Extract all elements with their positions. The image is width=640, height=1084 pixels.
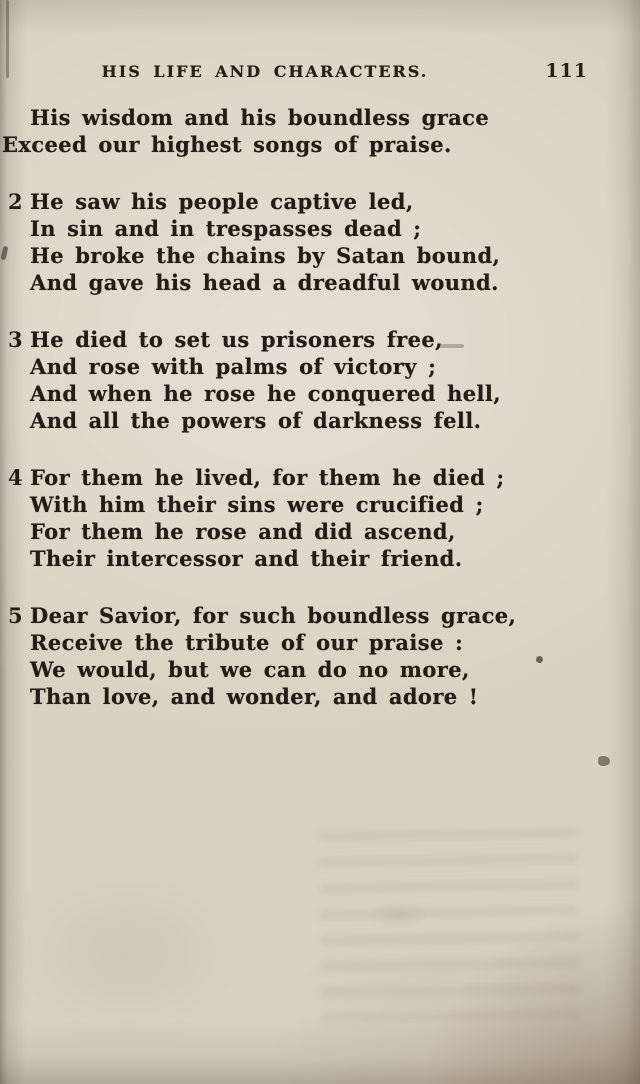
verse [0,326,610,434]
verse-lines [30,326,610,434]
verse-line: For them he rose and did ascend, [30,519,456,544]
page-header [0,62,640,88]
verse-line: He died to set us prisoners free, [30,327,443,352]
verse [0,602,610,710]
verse-line: He saw his people captive led, [30,189,414,214]
verse-lines [30,464,610,572]
verse-line: For them he lived, for them he died ; [30,465,505,490]
verse-line: Than love, and wonder, and adore ! [30,684,479,709]
verse-line: He broke the chains by Satan bound, [30,243,501,268]
verse-line: We would, but we can do no more, [30,657,470,682]
verse-lines [2,104,610,158]
paper-stain [598,756,610,766]
verse-line: Exceed our highest songs of praise. [2,132,452,157]
verse [0,104,610,158]
verse-list [0,104,610,740]
verse-number: 3 [8,327,23,352]
paper-stain [368,900,428,930]
verse-line: With him their sins were crucified ; [30,492,484,517]
verse-line: Receive the tribute of our praise : [30,630,464,655]
verse-line: And rose with palms of victory ; [30,354,437,379]
verse-number: 2 [8,189,23,214]
verse-number: 4 [8,465,23,490]
verse-line: And all the powers of darkness fell. [30,408,482,433]
verse-line: Dear Savior, for such boundless grace, [30,603,517,628]
verse-lines [30,188,610,296]
verse [0,464,610,572]
verse-line: In sin and in trespasses dead ; [30,216,422,241]
running-title: HIS LIFE AND CHARACTERS. [101,62,429,81]
page-number: 111 [545,60,588,82]
verse-line: His wisdom and his boundless grace [30,105,490,130]
verse [0,188,610,296]
verse-number: 5 [8,603,23,628]
verse-line: And when he rose he conquered hell, [30,381,501,406]
reverse-page-show-through [318,828,581,1023]
verse-lines [30,602,610,710]
verse-line: And gave his head a dreadful wound. [30,270,499,295]
verse-line: Their intercessor and their friend. [30,546,463,571]
